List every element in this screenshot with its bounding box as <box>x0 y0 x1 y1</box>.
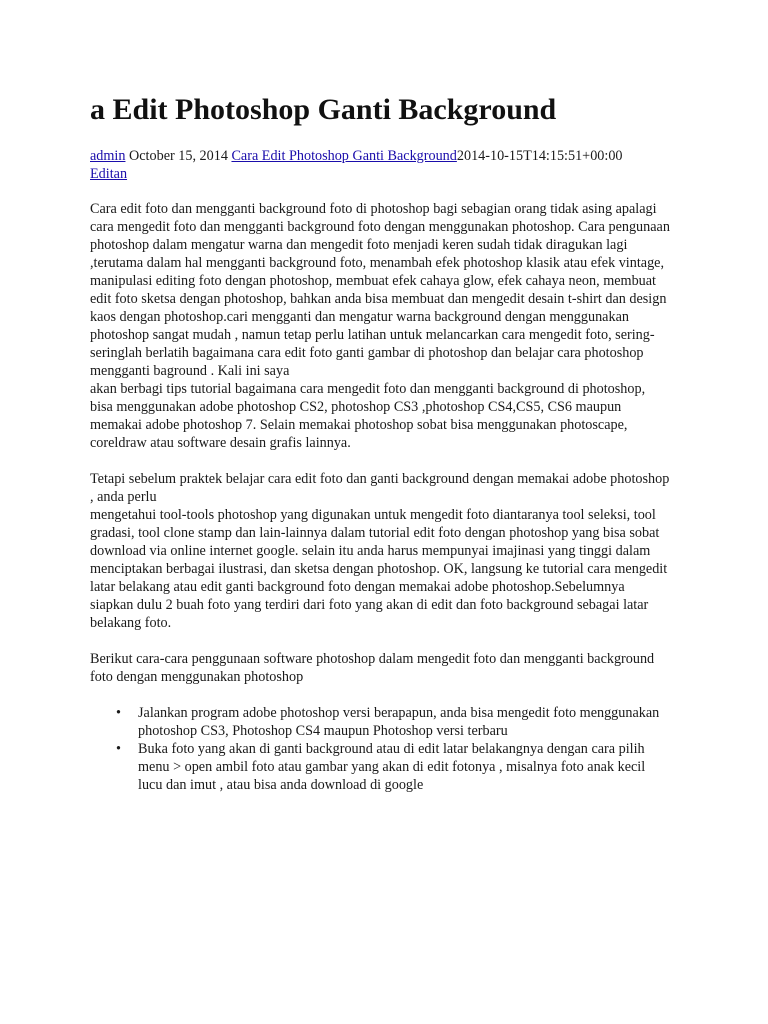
category-link[interactable]: Editan <box>90 166 128 182</box>
post-title-link[interactable]: Cara Edit Photoshop Ganti Background <box>231 148 457 164</box>
article-meta <box>90 147 670 183</box>
list-item-text: Jalankan program adobe photoshop versi berapapun, anda bisa mengedit foto menggunakan photoshop CS3, Photoshop CS4 maupun Photoshop versi terbaru <box>138 705 660 739</box>
post-date: October 15, 2014 <box>129 148 228 164</box>
paragraph-intro <box>90 200 670 452</box>
bullet-icon: • <box>116 705 121 721</box>
paragraph-tools-part2: mengetahui tool-tools photoshop yang digunakan untuk mengedit foto diantaranya tool seleksi, tool gradasi, tool clone stamp dan lain-lainnya dalam tutorial edit foto dengan photoshop yang bisa sobat download via online internet google. selain itu anda harus mempunyai imajinasi yang tinggi dalam menciptakan berbagai ilustrasi, dan sketsa dengan photoshop. OK, langsung ke tutorial cara mengedit latar belakang atau edit ganti background foto dengan memakai adobe photoshop.Sebelumnya siapkan dulu 2 buah foto yang terdiri dari foto yang akan di edit dan foto background sebagai latar belakang foto. <box>90 507 668 631</box>
paragraph-tools <box>90 470 670 632</box>
list-item-text: Buka foto yang akan di ganti background atau di edit latar belakangnya dengan cara pilih menu > open ambil foto atau gambar yang akan di edit fotonya , misalnya foto anak kecil lucu dan imut , atau bisa anda download di google <box>138 741 646 793</box>
paragraph-intro-part1: Cara edit foto dan mengganti background foto di photoshop bagi sebagian orang tidak asing apalagi cara mengedit foto dan mengganti background foto dengan menggunakan photoshop. Cara pengunaan photoshop dalam mengatur warna dan mengedit foto menjadi keren sudah tidak diragukan lagi ,terutama dalam hal mengganti background foto, menambah efek photoshop klasik atau efek vintage, manipulasi editing foto dengan photoshop, membuat efek cahaya glow, efek cahaya neon, membuat edit foto sketsa dengan photoshop, bahkan anda bisa membuat dan mengedit desain t-shirt dan design kaos dengan photoshop.cari mengganti dan mengatur warna background dengan menggunakan photoshop sangat mudah , namun tetap perlu latihan untuk melancarkan cara mengedit foto, sering-seringlah berlatih bagaimana cara edit foto ganti gambar di photoshop dan belajar cara photoshop mengganti baground . Kali ini saya <box>90 201 670 379</box>
paragraph-steps-intro: Berikut cara-cara penggunaan software photoshop dalam mengedit foto dan mengganti background foto dengan menggunakan photoshop <box>90 651 655 685</box>
list-item <box>116 740 670 794</box>
bullet-icon: • <box>116 741 121 757</box>
author-link[interactable]: admin <box>90 148 126 164</box>
paragraph-intro-part2: akan berbagi tips tutorial bagaimana cara mengedit foto dan mengganti background di photoshop, bisa menggunakan adobe photoshop CS2, photoshop CS3 ,photoshop CS4,CS5, CS6 maupun memakai adobe photoshop 7. Selain memakai photoshop sobat bisa menggunakan photoscape, coreldraw atau software desain grafis lainnya. <box>90 381 646 451</box>
list-item <box>116 704 670 740</box>
article-body <box>90 200 670 794</box>
post-timestamp: 2014-10-15T14:15:51+00:00 <box>456 148 623 164</box>
article-title: a Edit Photoshop Ganti Background <box>90 93 557 126</box>
paragraph-tools-part1: Tetapi sebelum praktek belajar cara edit foto dan ganti background dengan memakai adobe photoshop , anda perlu <box>90 471 670 505</box>
steps-list <box>90 704 670 794</box>
